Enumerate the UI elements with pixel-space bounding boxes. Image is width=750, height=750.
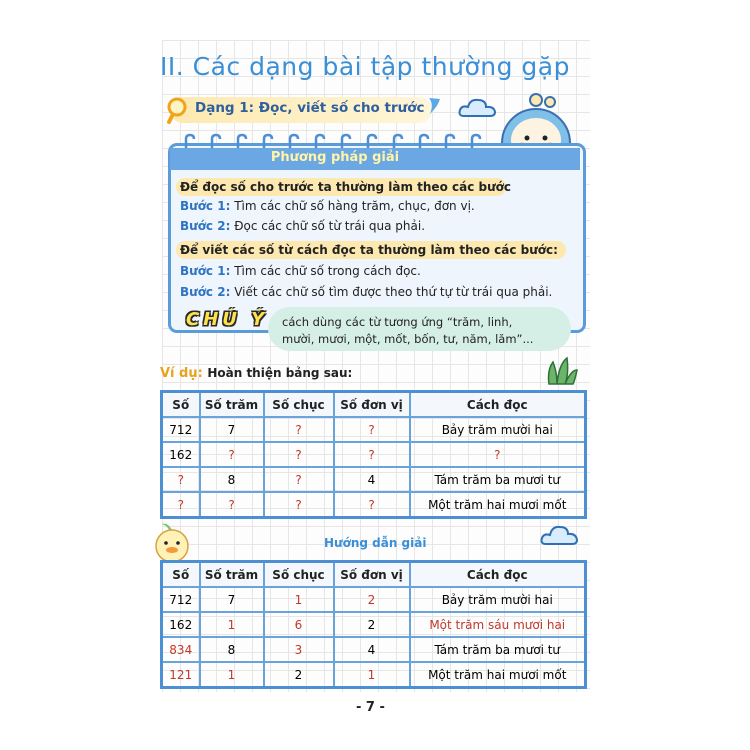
table-cell: 1: [200, 612, 264, 637]
table-cell: Một trăm hai mươi mốt: [410, 662, 586, 688]
splash-icon: [426, 96, 442, 116]
cloud-icon: [540, 522, 580, 546]
col-header: Số đơn vị: [334, 392, 410, 418]
col-header: Cách đọc: [410, 562, 586, 588]
table-cell: 712: [162, 587, 200, 612]
table-row: [162, 662, 586, 688]
step-text: Viết các chữ số tìm được theo thứ tự từ trái qua phải.: [230, 285, 553, 299]
read-intro: Để đọc số cho trước ta thường làm theo các bước: [180, 180, 511, 194]
example-key: Ví dụ:: [160, 366, 203, 381]
table-row: [162, 417, 586, 442]
table-cell: 162: [162, 612, 200, 637]
table-cell: 4: [334, 637, 410, 662]
table-cell: ?: [162, 492, 200, 518]
section-heading: II. Các dạng bài tập thường gặp: [160, 52, 570, 81]
method-panel: [168, 143, 586, 333]
col-header: Số: [162, 392, 200, 418]
table-cell: Tám trăm ba mươi tư: [410, 467, 586, 492]
table-cell: 8: [200, 637, 264, 662]
col-header: Số chục: [264, 392, 334, 418]
note-text: [282, 314, 572, 348]
exercise-table: [160, 390, 587, 519]
note-label: CHÚ Ý: [186, 309, 269, 330]
table-cell: 3: [264, 637, 334, 662]
table-row: [162, 587, 586, 612]
col-header: Cách đọc: [410, 392, 586, 418]
table-cell: 1: [200, 662, 264, 688]
guide-title: Hướng dẫn giải: [324, 536, 427, 550]
table-row: [162, 637, 586, 662]
table-cell: ?: [264, 492, 334, 518]
table-row: [162, 492, 586, 518]
table-cell: 2: [334, 612, 410, 637]
magnifier-icon: [166, 96, 192, 124]
table-cell: Bảy trăm mười hai: [410, 587, 586, 612]
table-cell: ?: [264, 467, 334, 492]
write-intro: Để viết các số từ cách đọc ta thường làm theo các bước:: [180, 243, 558, 257]
table-cell: 712: [162, 417, 200, 442]
topic-title: Dạng 1: Đọc, viết số cho trước: [195, 100, 425, 116]
step-text: Đọc các chữ số từ trái qua phải.: [230, 219, 426, 233]
step-text: Tìm các chữ số trong cách đọc.: [230, 264, 421, 278]
table-cell: 2: [264, 662, 334, 688]
table-cell: ?: [410, 442, 586, 467]
duck-icon: [150, 520, 196, 564]
col-header: Số: [162, 562, 200, 588]
table-cell: ?: [264, 417, 334, 442]
table-cell: ?: [334, 492, 410, 518]
table-cell: Bảy trăm mười hai: [410, 417, 586, 442]
table-row: [162, 467, 586, 492]
table-cell: ?: [334, 442, 410, 467]
step-label: Bước 2:: [180, 285, 231, 299]
table-cell: Một trăm sáu mươi hai: [410, 612, 586, 637]
col-header: Số đơn vị: [334, 562, 410, 588]
table-cell: 1: [264, 587, 334, 612]
step-label: Bước 2:: [180, 219, 231, 233]
note-line: mười, mươi, một, mốt, bốn, tư, năm, lăm”...: [282, 332, 534, 346]
table-cell: 7: [200, 587, 264, 612]
table-cell: 6: [264, 612, 334, 637]
read-step-2: [180, 219, 425, 233]
table-cell: Một trăm hai mươi mốt: [410, 492, 586, 518]
col-header: Số trăm: [200, 392, 264, 418]
grass-icon: [545, 356, 579, 386]
col-header: Số trăm: [200, 562, 264, 588]
write-step-2: [180, 285, 552, 299]
step-label: Bước 1:: [180, 199, 231, 213]
read-step-1: [180, 199, 475, 213]
table-cell: 4: [334, 467, 410, 492]
col-header: Số chục: [264, 562, 334, 588]
cloud-icon: [458, 96, 498, 118]
table-cell: 8: [200, 467, 264, 492]
table-header-row: [162, 392, 586, 418]
example-text: Hoàn thiện bảng sau:: [207, 366, 353, 380]
answer-table: [160, 560, 587, 689]
step-text: Tìm các chữ số hàng trăm, chục, đơn vị.: [230, 199, 475, 213]
table-row: [162, 442, 586, 467]
table-row: [162, 612, 586, 637]
table-cell: ?: [162, 467, 200, 492]
table-cell: ?: [200, 442, 264, 467]
table-cell: 2: [334, 587, 410, 612]
table-header-row: [162, 562, 586, 588]
page-number: - 7 -: [356, 700, 385, 715]
write-step-1: [180, 264, 421, 278]
table-cell: ?: [334, 417, 410, 442]
table-cell: 834: [162, 637, 200, 662]
step-label: Bước 1:: [180, 264, 231, 278]
example-label: [160, 366, 352, 381]
table-cell: 121: [162, 662, 200, 688]
table-cell: 162: [162, 442, 200, 467]
table-cell: Tám trăm ba mươi tư: [410, 637, 586, 662]
table-cell: 7: [200, 417, 264, 442]
method-title: Phương pháp giải: [270, 150, 400, 165]
table-cell: ?: [200, 492, 264, 518]
table-cell: ?: [264, 442, 334, 467]
table-cell: 1: [334, 662, 410, 688]
note-line: cách dùng các từ tương ứng “trăm, linh,: [282, 315, 513, 329]
